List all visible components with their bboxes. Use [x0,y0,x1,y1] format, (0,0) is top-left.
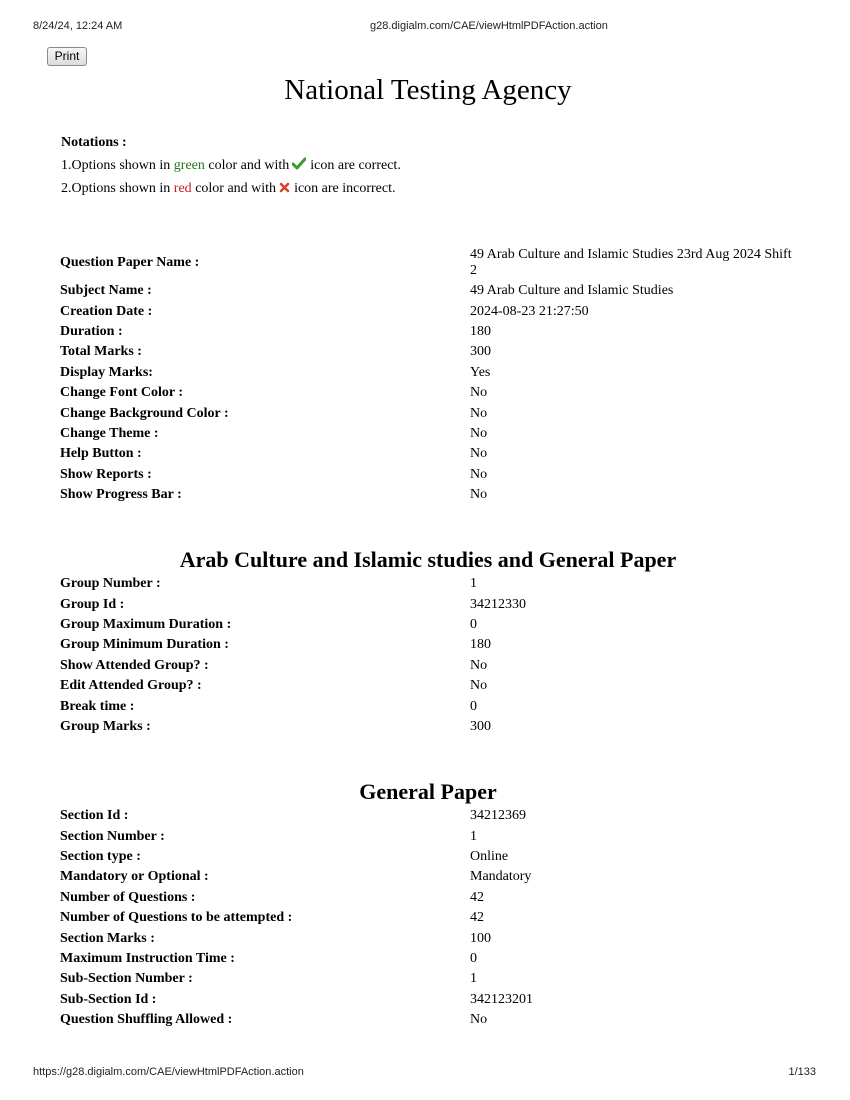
table-row [58,594,802,614]
field-value: 0 [470,616,477,632]
field-label: Sub-Section Number : [60,971,193,987]
table-row [58,826,802,846]
notation-red-word: red [173,181,192,196]
field-label: Group Minimum Duration : [60,637,229,653]
field-value: 0 [470,950,477,966]
field-value: Mandatory [470,869,532,885]
field-value: No [470,405,488,421]
table-row [58,696,802,716]
paper-info-table [58,244,802,505]
field-value: 1 [470,971,477,987]
table-row [58,949,802,969]
footer-url: https://g28.digialm.com/CAE/viewHtmlPDFAction.action [33,1066,304,1078]
field-value: 180 [470,637,491,653]
field-value: 49 Arab Culture and Islamic Studies 23rd Aug 2024 Shift 2 [470,247,792,278]
notation-correct-suffix: icon are correct. [310,157,401,173]
table-row [58,990,802,1010]
field-label: Break time : [60,698,135,714]
field-label: Display Marks: [60,364,153,380]
section-heading: General Paper [359,779,497,804]
print-footer [33,1066,817,1080]
notation-incorrect-suffix: icon are incorrect. [294,181,396,196]
field-label: Question Paper Name : [60,254,200,270]
field-label: Change Background Color : [60,405,229,421]
notation-green-word: green [173,157,205,173]
table-row [58,717,802,737]
notation-line-correct [61,155,401,179]
field-label: Section Marks : [60,930,155,946]
table-row [58,1010,802,1030]
table-row [58,342,802,362]
notation-correct-middle: color and with [204,157,290,173]
group-info-table [58,574,802,737]
field-label: Help Button : [60,446,142,462]
table-row [58,485,802,505]
table-row [58,928,802,948]
field-label: Show Reports : [60,466,152,482]
notation-line-incorrect [61,178,401,202]
table-row [58,363,802,383]
field-value: 0 [470,698,477,714]
field-value: No [470,1012,488,1028]
field-label: Change Font Color : [60,385,184,401]
table-row [58,908,802,928]
table-row [58,403,802,423]
table-row [58,806,802,826]
field-label: Group Id : [60,596,125,612]
table-row [58,574,802,594]
field-value: 300 [470,344,491,360]
table-row [58,635,802,655]
field-value: No [470,385,488,401]
field-label: Maximum Instruction Time : [60,950,235,966]
field-label: Subject Name : [60,283,152,299]
table-row [58,322,802,342]
section-info-table [58,806,802,1030]
field-value: 49 Arab Culture and Islamic Studies [470,283,674,299]
field-label: Show Progress Bar : [60,487,182,503]
field-label: Group Number : [60,576,161,592]
field-label: Total Marks : [60,344,142,360]
table-row [58,676,802,696]
field-value: 1 [470,576,477,592]
field-label: Mandatory or Optional : [60,869,209,885]
table-row [58,867,802,887]
notation-incorrect-middle: color and with [191,181,277,196]
field-value: 42 [470,889,484,905]
notations-block [61,132,401,202]
field-label: Section Id : [60,808,129,824]
field-value: 2024-08-23 21:27:50 [470,303,589,319]
cross-icon [279,179,290,202]
field-value: Yes [470,364,491,380]
field-value: 34212330 [470,596,526,612]
notation-correct-prefix: 1.Options shown in [61,157,174,173]
table-row [58,244,802,281]
field-label: Show Attended Group? : [60,657,209,673]
field-label: Section type : [60,848,141,864]
print-url: g28.digialm.com/CAE/viewHtmlPDFAction.action [370,20,608,32]
field-value: No [470,657,488,673]
field-label: Question Shuffling Allowed : [60,1012,233,1028]
field-label: Duration : [60,323,123,339]
field-value: 42 [470,910,484,926]
table-row [58,444,802,464]
table-row [58,281,802,301]
table-row [58,615,802,635]
table-row [58,969,802,989]
field-value: 300 [470,718,491,734]
field-value: No [470,487,488,503]
field-value: No [470,425,488,441]
print-button[interactable]: Print [47,47,87,66]
field-label: Group Maximum Duration : [60,616,232,632]
table-row [58,847,802,867]
field-label: Edit Attended Group? : [60,678,202,694]
print-date: 8/24/24, 12:24 AM [33,20,123,32]
field-label: Number of Questions : [60,889,196,905]
table-row [58,656,802,676]
notations-heading: Notations : [61,135,127,150]
field-label: Section Number : [60,828,165,844]
field-value: No [470,446,488,462]
table-row [58,383,802,403]
print-header [33,20,817,34]
field-value: 34212369 [470,808,526,824]
table-row [58,301,802,321]
table-row [58,888,802,908]
check-icon [292,156,306,179]
page-number: 1/133 [788,1066,816,1078]
field-label: Number of Questions to be attempted : [60,910,293,926]
field-value: Online [470,848,509,864]
notation-incorrect-prefix: 2.Options shown in [61,181,174,196]
field-value: 100 [470,930,491,946]
field-label: Creation Date : [60,303,153,319]
field-value: 180 [470,323,491,339]
field-value: No [470,466,488,482]
field-value: No [470,678,488,694]
table-row [58,424,802,444]
field-label: Change Theme : [60,425,159,441]
field-value: 342123201 [470,991,533,1007]
field-label: Sub-Section Id : [60,991,157,1007]
group-heading: Arab Culture and Islamic studies and General Paper [179,547,677,572]
field-label: Group Marks : [60,718,151,734]
table-row [58,465,802,485]
field-value: 1 [470,828,477,844]
page-title: National Testing Agency [284,74,572,106]
